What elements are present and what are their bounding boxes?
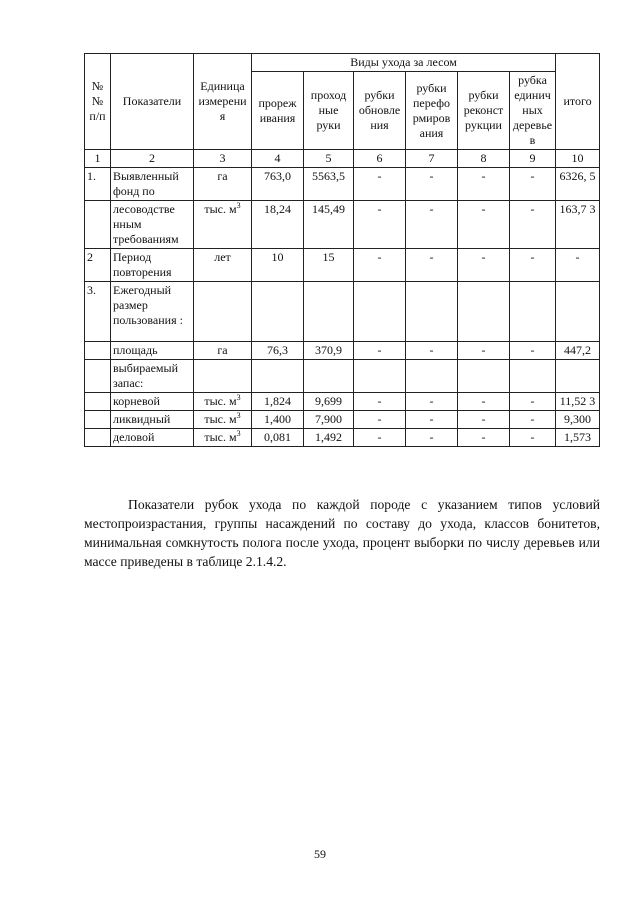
cell-total: 11,52 3: [556, 393, 600, 411]
table-row: [85, 342, 600, 360]
cell-reformation: [406, 282, 458, 342]
cell-thinning: 1,400: [252, 411, 304, 429]
cell-total: 163,7 3: [556, 201, 600, 249]
header-reconstruction-cutting: рубки реконст рукции: [458, 72, 510, 150]
row-indicator: Период повторения: [111, 249, 194, 282]
row-number: [85, 201, 111, 249]
column-numbers-row: [85, 150, 600, 168]
cell-passage: 370,9: [304, 342, 354, 360]
cell-reconstruction: -: [458, 429, 510, 447]
cell-single-tree: -: [510, 168, 556, 201]
body-paragraph: [84, 495, 600, 571]
table-row: [85, 282, 600, 342]
forest-care-table: [84, 53, 600, 447]
row-number: 3.: [85, 282, 111, 342]
column-number: 8: [458, 150, 510, 168]
row-unit: га: [194, 168, 252, 201]
cell-single-tree: -: [510, 249, 556, 282]
table-row: [85, 411, 600, 429]
cell-renewal: -: [354, 393, 406, 411]
cell-passage: [304, 360, 354, 393]
row-unit: [194, 201, 252, 249]
header-total: итого: [556, 54, 600, 150]
column-number: 2: [111, 150, 194, 168]
cell-single-tree: -: [510, 429, 556, 447]
column-number: 5: [304, 150, 354, 168]
cell-single-tree: -: [510, 393, 556, 411]
cell-reconstruction: -: [458, 393, 510, 411]
header-single-tree-cutting: рубка единич ных деревье в: [510, 72, 556, 150]
cell-single-tree: -: [510, 411, 556, 429]
header-num: № № п/п: [85, 54, 111, 150]
cell-single-tree: [510, 360, 556, 393]
cell-reconstruction: -: [458, 168, 510, 201]
cell-reformation: -: [406, 249, 458, 282]
cell-renewal: -: [354, 168, 406, 201]
cell-thinning: 0,081: [252, 429, 304, 447]
row-unit: [194, 282, 252, 342]
unit-superscript: 3: [236, 201, 241, 210]
unit-text: тыс. м: [204, 430, 237, 444]
header-reformation-cutting: рубки перефо рмиров ания: [406, 72, 458, 150]
row-unit: га: [194, 342, 252, 360]
row-number: [85, 393, 111, 411]
cell-thinning: 18,24: [252, 201, 304, 249]
row-indicator: деловой: [111, 429, 194, 447]
cell-reconstruction: [458, 282, 510, 342]
cell-total: [556, 360, 600, 393]
cell-single-tree: -: [510, 201, 556, 249]
table-row: [85, 393, 600, 411]
cell-total: 6326, 5: [556, 168, 600, 201]
cell-renewal: -: [354, 249, 406, 282]
cell-renewal: -: [354, 411, 406, 429]
row-number: [85, 411, 111, 429]
column-number: 7: [406, 150, 458, 168]
cell-passage: [304, 282, 354, 342]
cell-thinning: [252, 360, 304, 393]
cell-reformation: [406, 360, 458, 393]
row-indicator: выбираемый запас:: [111, 360, 194, 393]
row-unit: [194, 411, 252, 429]
column-number: 4: [252, 150, 304, 168]
row-number: [85, 360, 111, 393]
table-row: [85, 249, 600, 282]
cell-thinning: [252, 282, 304, 342]
cell-passage: 15: [304, 249, 354, 282]
cell-renewal: -: [354, 201, 406, 249]
row-number: 1.: [85, 168, 111, 201]
cell-reconstruction: -: [458, 201, 510, 249]
table-row: [85, 360, 600, 393]
cell-passage: 7,900: [304, 411, 354, 429]
header-passage-cutting: проход ные руки: [304, 72, 354, 150]
paragraph-text: Показатели рубок ухода по каждой породе с указанием типов условий местопроизрастания, группы насаждений по составу до ухода, классов бонитетов, минимальная сомкнутость полога после ухода, процент выборки по числу деревьев или массе приведены в таблице 2.1.4.2.: [84, 496, 600, 569]
row-unit: [194, 429, 252, 447]
column-number: 6: [354, 150, 406, 168]
column-number: 1: [85, 150, 111, 168]
cell-renewal: -: [354, 429, 406, 447]
cell-reformation: -: [406, 201, 458, 249]
unit-superscript: 3: [236, 429, 241, 438]
row-indicator: корневой: [111, 393, 194, 411]
cell-thinning: 76,3: [252, 342, 304, 360]
row-unit: [194, 360, 252, 393]
row-indicator: ликвидный: [111, 411, 194, 429]
row-indicator: площадь: [111, 342, 194, 360]
header-indicators: Показатели: [111, 54, 194, 150]
cell-thinning: 10: [252, 249, 304, 282]
unit-superscript: 3: [236, 411, 241, 420]
cell-reformation: -: [406, 342, 458, 360]
row-number: 2: [85, 249, 111, 282]
header-thinning: прореж ивания: [252, 72, 304, 150]
cell-passage: 1,492: [304, 429, 354, 447]
cell-single-tree: [510, 282, 556, 342]
row-unit: [194, 393, 252, 411]
row-indicator: Выявленный фонд по: [111, 168, 194, 201]
column-number: 9: [510, 150, 556, 168]
header-unit: Единица измерени я: [194, 54, 252, 150]
table-row: [85, 429, 600, 447]
cell-reformation: -: [406, 168, 458, 201]
cell-thinning: 763,0: [252, 168, 304, 201]
unit-superscript: 3: [236, 393, 241, 402]
cell-reformation: -: [406, 429, 458, 447]
table-row: [85, 168, 600, 201]
cell-reconstruction: [458, 360, 510, 393]
cell-renewal: [354, 360, 406, 393]
cell-total: [556, 282, 600, 342]
cell-total: -: [556, 249, 600, 282]
column-number: 3: [194, 150, 252, 168]
unit-text: тыс. м: [204, 412, 237, 426]
cell-reconstruction: -: [458, 249, 510, 282]
row-unit: лет: [194, 249, 252, 282]
row-indicator: лесоводстве нным требованиям: [111, 201, 194, 249]
cell-passage: 145,49: [304, 201, 354, 249]
cell-passage: 9,699: [304, 393, 354, 411]
column-number: 10: [556, 150, 600, 168]
header-renewal-cutting: рубки обновле ния: [354, 72, 406, 150]
cell-renewal: [354, 282, 406, 342]
cell-renewal: -: [354, 342, 406, 360]
cell-reconstruction: -: [458, 411, 510, 429]
cell-reformation: -: [406, 411, 458, 429]
cell-passage: 5563,5: [304, 168, 354, 201]
row-indicator: Ежегодный размер пользования :: [111, 282, 194, 342]
cell-total: 9,300: [556, 411, 600, 429]
header-care-types: Виды ухода за лесом: [252, 54, 556, 72]
unit-text: тыс. м: [204, 202, 237, 216]
table-row: [85, 201, 600, 249]
row-number: [85, 429, 111, 447]
cell-thinning: 1,824: [252, 393, 304, 411]
cell-total: 1,573: [556, 429, 600, 447]
row-number: [85, 342, 111, 360]
cell-reformation: -: [406, 393, 458, 411]
unit-text: тыс. м: [204, 394, 237, 408]
cell-reconstruction: -: [458, 342, 510, 360]
cell-single-tree: -: [510, 342, 556, 360]
cell-total: 447,2: [556, 342, 600, 360]
page-number: 59: [314, 847, 326, 861]
